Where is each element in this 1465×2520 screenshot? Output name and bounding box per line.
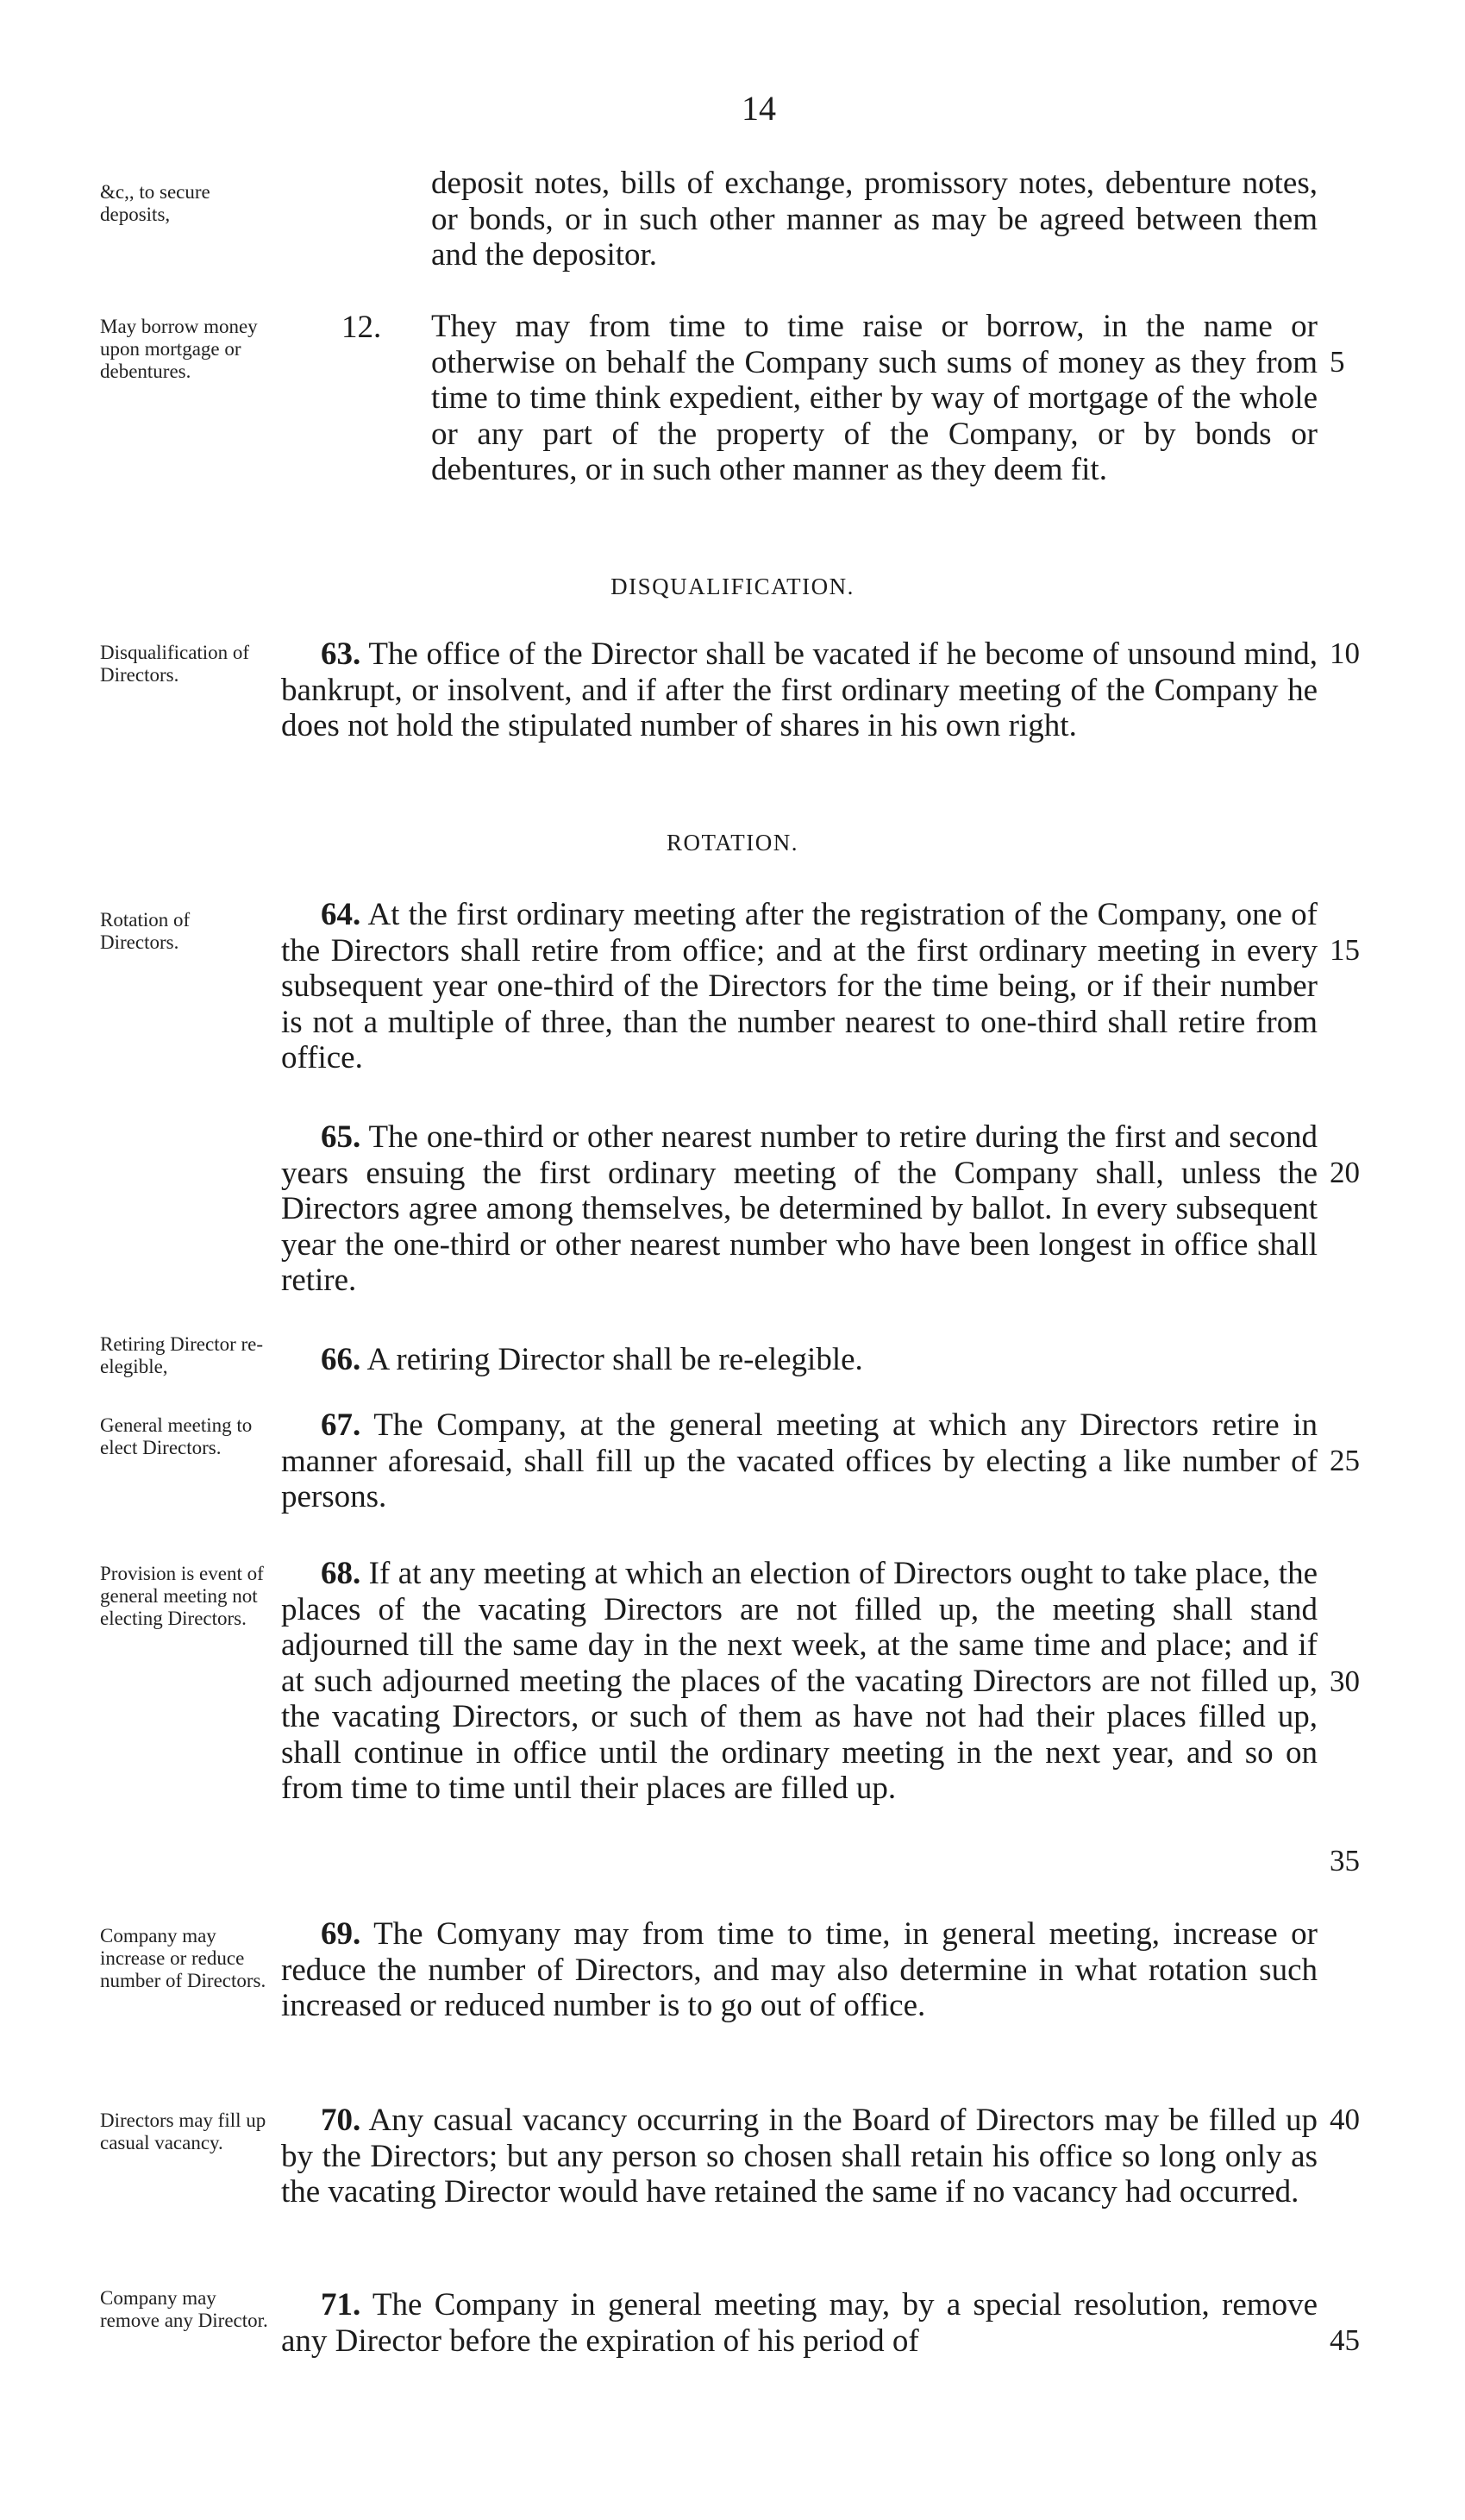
marginal-note: Provision is event of general meeting not electing Directors. — [100, 1563, 264, 1629]
line-number: 25 — [1330, 1444, 1360, 1477]
paragraph — [431, 309, 1318, 488]
paragraph-text: The one-third or other nearest number to retire during the first and second years ensuing the first ordinary meeting of the Company shall, unless the Directors agree among themselves, be determined by ballot. In every subsequent year the one-third or other nearest number who have been longest in office shall retire. — [281, 1119, 1318, 1298]
page-number: 14 — [742, 89, 776, 128]
line-number: 20 — [1330, 1156, 1360, 1189]
paragraph-text: deposit notes, bills of exchange, promissory notes, debenture notes, or bonds, or in such other manner as may be agreed between them and the depositor. — [431, 166, 1318, 273]
paragraph-text: The Company in general meeting may, by a special resolution, remove any Director before the expiration of his period of — [281, 2287, 1318, 2359]
paragraph-text: The Comyany may from time to time, in general meeting, increase or reduce the number of Directors, and may also determine in what rotation such increased or reduced number is to go out of office. — [281, 1916, 1318, 2023]
section-number: 67. — [321, 1407, 361, 1443]
section-heading: ROTATION. — [666, 830, 799, 856]
section-heading: DISQUALIFICATION. — [610, 574, 855, 599]
paragraph — [281, 1119, 1318, 1299]
paragraph — [281, 2287, 1318, 2359]
marginal-note: &c,, to secure deposits, — [100, 181, 210, 225]
marginal-note: Rotation of Directors. — [100, 909, 191, 953]
marginal-note: Disqualification of Directors. — [100, 642, 250, 686]
section-number: 66. — [321, 1342, 361, 1377]
marginal-note: Company may remove any Director. — [100, 2287, 268, 2331]
marginal-note: Retiring Director re-elegible, — [100, 1333, 264, 1377]
marginal-note: Directors may fill up casual vacancy. — [100, 2109, 266, 2153]
paragraph — [281, 1916, 1318, 2024]
paragraph-text: The office of the Director shall be vacated if he become of unsound mind, bankrupt, or insolvent, and if after the first ordinary meeting of the Company he does not hold the stipulated number of shares in his own right. — [281, 636, 1318, 743]
section-number: 64. — [321, 897, 361, 932]
paragraph-text: A retiring Director shall be re-elegible. — [366, 1342, 863, 1377]
paragraph-text: At the first ordinary meeting after the registration of the Company, one of the Directors shall retire from office; and at the first ordinary meeting in every subsequent year one-third of the Directors for the time being, or if their number is not a multiple of three, than the number nearest to one-third shall retire from office. — [281, 897, 1318, 1075]
paragraph-text: They may from time to time raise or borrow, in the name or otherwise on behalf the Company such sums of money as they from time to time think expedient, either by way of mortgage of the whole or any part of the property of the Company, or by bonds or debentures, or in such other manner as they deem fit. — [431, 309, 1318, 487]
paragraph-text: The Company, at the general meeting at which any Directors retire in manner aforesaid, shall fill up the vacated offices by electing a like number of persons. — [281, 1407, 1318, 1514]
section-number: 63. — [321, 636, 361, 672]
paragraph-text: Any casual vacancy occurring in the Board of Directors may be filled up by the Directors; but any person so chosen shall retain his office so long only as the vacating Director would have retained the same if no vacancy had occurred. — [281, 2103, 1318, 2210]
line-number: 5 — [1330, 345, 1345, 379]
marginal-note: May borrow money upon mortgage or debentures. — [100, 316, 258, 382]
section-number: 71. — [321, 2287, 361, 2323]
section-number: 69. — [321, 1916, 361, 1952]
line-number: 15 — [1330, 933, 1360, 967]
line-number: 10 — [1330, 636, 1360, 670]
paragraph — [281, 1407, 1318, 1515]
marginal-note: Company may increase or reduce number of Directors. — [100, 1925, 266, 1991]
line-number: 30 — [1330, 1664, 1360, 1698]
paragraph — [281, 1556, 1318, 1807]
section-number: 65. — [321, 1119, 361, 1155]
line-number: 45 — [1330, 2323, 1360, 2357]
paragraph — [281, 636, 1318, 744]
section-number: 70. — [321, 2103, 361, 2138]
paragraph — [281, 1342, 1318, 1378]
paragraph — [281, 2103, 1318, 2210]
section-number: 68. — [321, 1556, 361, 1591]
paragraph — [281, 897, 1318, 1076]
paragraph-text: If at any meeting at which an election of Directors ought to take place, the places of the vacating Directors are not filled up, the meeting shall stand adjourned till the same day in the next week, at the same time and place; and if at such adjourned meeting the places of the vacating Directors are not filled up, the vacating Directors, or such of them as have not had their places filled up, shall continue in office until the ordinary meeting in the next year, and so on from time to time until their places are filled up. — [281, 1556, 1318, 1806]
paragraph — [431, 166, 1318, 273]
marginal-note: General meeting to elect Directors. — [100, 1414, 253, 1458]
section-number: 12. — [341, 310, 382, 345]
line-number: 40 — [1330, 2103, 1360, 2136]
line-number: 35 — [1330, 1844, 1360, 1877]
